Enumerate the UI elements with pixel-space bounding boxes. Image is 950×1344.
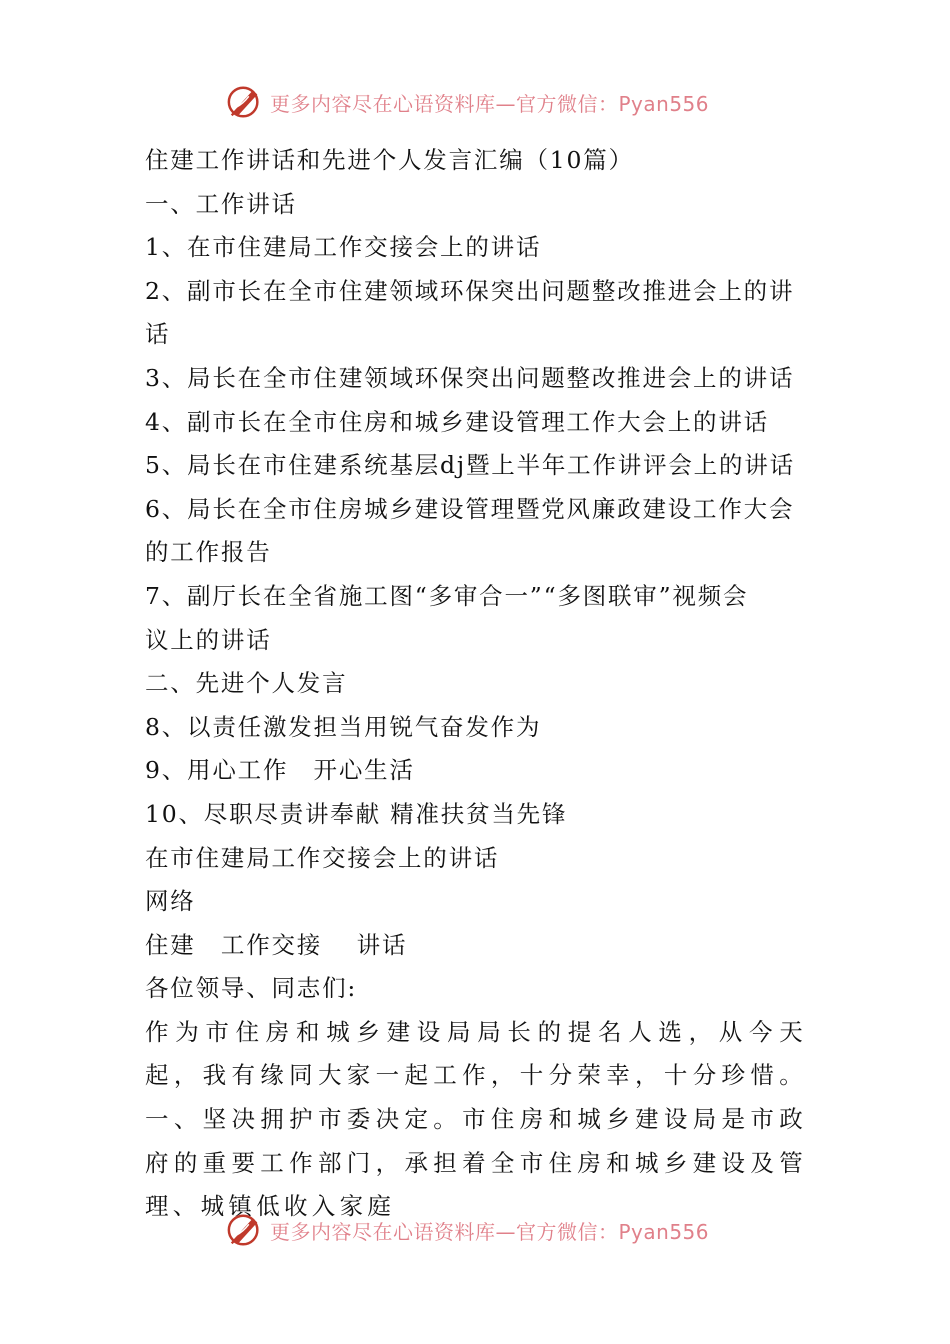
toc-line: 的工作报告	[145, 538, 272, 567]
toc-line: 2、副市长在全市住建领域环保突出问题整改推进会上的讲	[145, 276, 795, 305]
toc-line: 3、局长在全市住建领域环保突出问题整改推进会上的讲话	[145, 363, 795, 392]
body-paragraph: 作为市住房和城乡建设局局长的提名人选，从今天起，我有缘同大家一起工作，十分荣幸，十分珍惜。一、坚决拥护市委决定。市住房和城乡建设局是市政府的重要工作部门，承担着全市住房和城乡建设及管理、城镇低收入家庭	[145, 1017, 807, 1221]
toc-line: 话	[145, 320, 171, 349]
watermark-text: 更多内容尽在心语资料库—官方微信：Pyan556	[270, 1219, 710, 1244]
document-title: 住建工作讲话和先进个人发言汇编（10篇）	[145, 146, 634, 174]
article-keywords: 住建 工作交接 讲话	[145, 930, 408, 959]
watermark-banner-bottom	[226, 1210, 709, 1250]
toc-line: 6、局长在全市住房城乡建设管理暨党风廉政建设工作大会	[145, 494, 795, 523]
pen-logo-icon	[226, 1211, 264, 1249]
toc-line: 10、尽职尽责讲奉献 精准扶贫当先锋	[145, 799, 568, 828]
article-source: 网络	[145, 887, 196, 916]
toc-line: 5、局长在市住建系统基层dj暨上半年工作讲评会上的讲话	[145, 451, 795, 480]
watermark-banner-top	[226, 82, 709, 122]
toc-line: 9、用心工作 开心生活	[145, 756, 415, 785]
watermark-text: 更多内容尽在心语资料库—官方微信：Pyan556	[270, 91, 710, 116]
toc-line: 议上的讲话	[145, 625, 272, 654]
toc-line: 7、副厅长在全省施工图“多审合一”“多图联审”视频会	[145, 581, 749, 610]
toc-line: 4、副市长在全市住房和城乡建设管理工作大会上的讲话	[145, 407, 769, 436]
pen-logo-icon	[226, 83, 264, 121]
toc-line: 8、以责任激发担当用锐气奋发作为	[145, 712, 542, 741]
toc-line: 一、工作讲话	[145, 189, 297, 218]
toc-line: 1、在市住建局工作交接会上的讲话	[145, 233, 542, 262]
article-title: 在市住建局工作交接会上的讲话	[145, 843, 500, 872]
document-body	[145, 139, 807, 1229]
salutation: 各位领导、同志们:	[145, 974, 358, 1003]
toc-line: 二、先进个人发言	[145, 669, 348, 698]
